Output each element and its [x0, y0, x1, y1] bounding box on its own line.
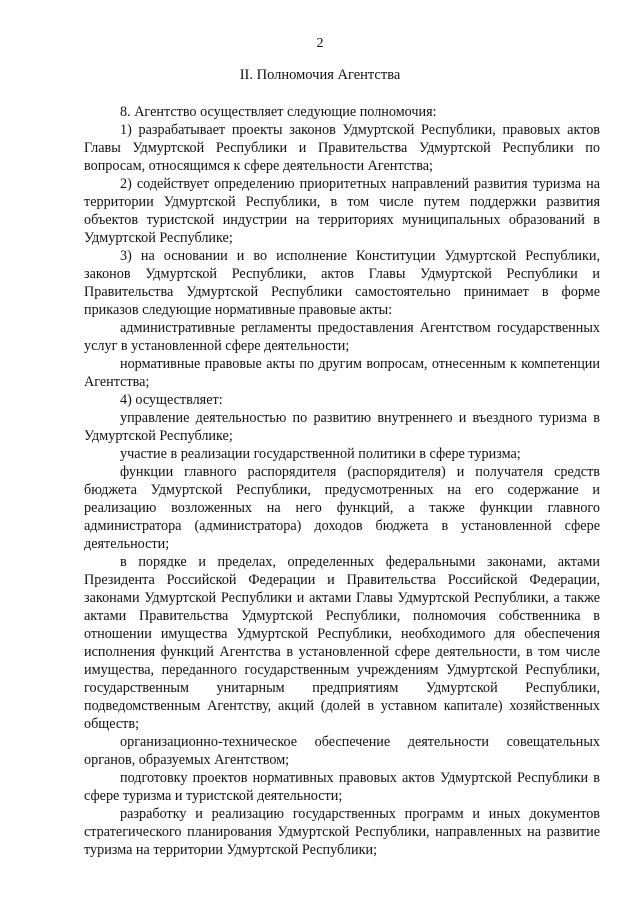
paragraph-item-3-regulations: административные регламенты предоставления Агентством государственных услуг в установленной сфере деятельности;: [84, 320, 600, 354]
page-number: 2: [316, 36, 324, 51]
paragraph-item-2: 2) содействует определению приоритетных направлений развития туризма на территории Удмуртской Республики, в том числе путем поддержки развития объектов туристской индустрии на территориях муниципальных образований в Удмуртской Республике;: [84, 176, 600, 246]
document-body: [84, 103, 600, 859]
paragraph-item-4-budget: функции главного распорядителя (распорядителя) и получателя средств бюджета Удмуртской Республики, предусмотренных на его содержание и реализацию возложенных на него функций, а также функции главного администратора (администратора) доходов бюджета в установленной сфере деятельности;: [84, 464, 600, 552]
paragraph-item-4-property: в порядке и пределах, определенных федеральными законами, актами Президента Российской Федерации и Правительства Российской Федерации, законами Удмуртской Республики и актами Главы Удмуртской Республики, а также актами Правительства Удмуртской Республики, полномочия собственника в отношении имущества Удмуртской Республики, необходимого для обеспечения исполнения функций Агентства в установленной сфере деятельности, в том числе имущества, переданного государственным учреждениям Удмуртской Республики, государственным унитарным предприятиям Удмуртской Республики, подведомственным Агентству, акций (долей в уставном капитале) хозяйственных обществ;: [84, 554, 600, 732]
paragraph-item-4-tourism-management: управление деятельностью по развитию внутреннего и въездного туризма в Удмуртской Республике;: [84, 410, 600, 444]
paragraph-item-4-programs: разработку и реализацию государственных программ и иных документов стратегического планирования Удмуртской Республики, направленных на развитие туризма на территории Удмуртской Республики;: [84, 806, 600, 858]
section-heading: II. Полномочия Агентства: [239, 67, 401, 83]
paragraph-item-4-advisory-bodies: организационно-техническое обеспечение деятельности совещательных органов, образуемых Агентством;: [84, 734, 600, 768]
paragraph-intro: 8. Агентство осуществляет следующие полномочия:: [120, 104, 437, 120]
paragraph-item-1: 1) разрабатывает проекты законов Удмуртской Республики, правовых актов Главы Удмуртской Республики и Правительства Удмуртской Республики по вопросам, относящимся к сфере деятельности Агентства;: [84, 122, 600, 174]
paragraph-item-4-draft-acts: подготовку проектов нормативных правовых актов Удмуртской Республики в сфере туризма и туристской деятельности;: [84, 770, 600, 804]
paragraph-item-4-policy: участие в реализации государственной политики в сфере туризма;: [120, 446, 521, 462]
paragraph-item-3-other-acts: нормативные правовые акты по другим вопросам, отнесенным к компетенции Агентства;: [84, 356, 600, 390]
paragraph-item-4: 4) осуществляет:: [120, 392, 223, 408]
paragraph-item-3: 3) на основании и во исполнение Конституции Удмуртской Республики, законов Удмуртской Республики, актов Главы Удмуртской Республики и Правительства Удмуртской Республики самостоятельно принимает в форме приказов следующие нормативные правовые акты:: [84, 248, 600, 318]
